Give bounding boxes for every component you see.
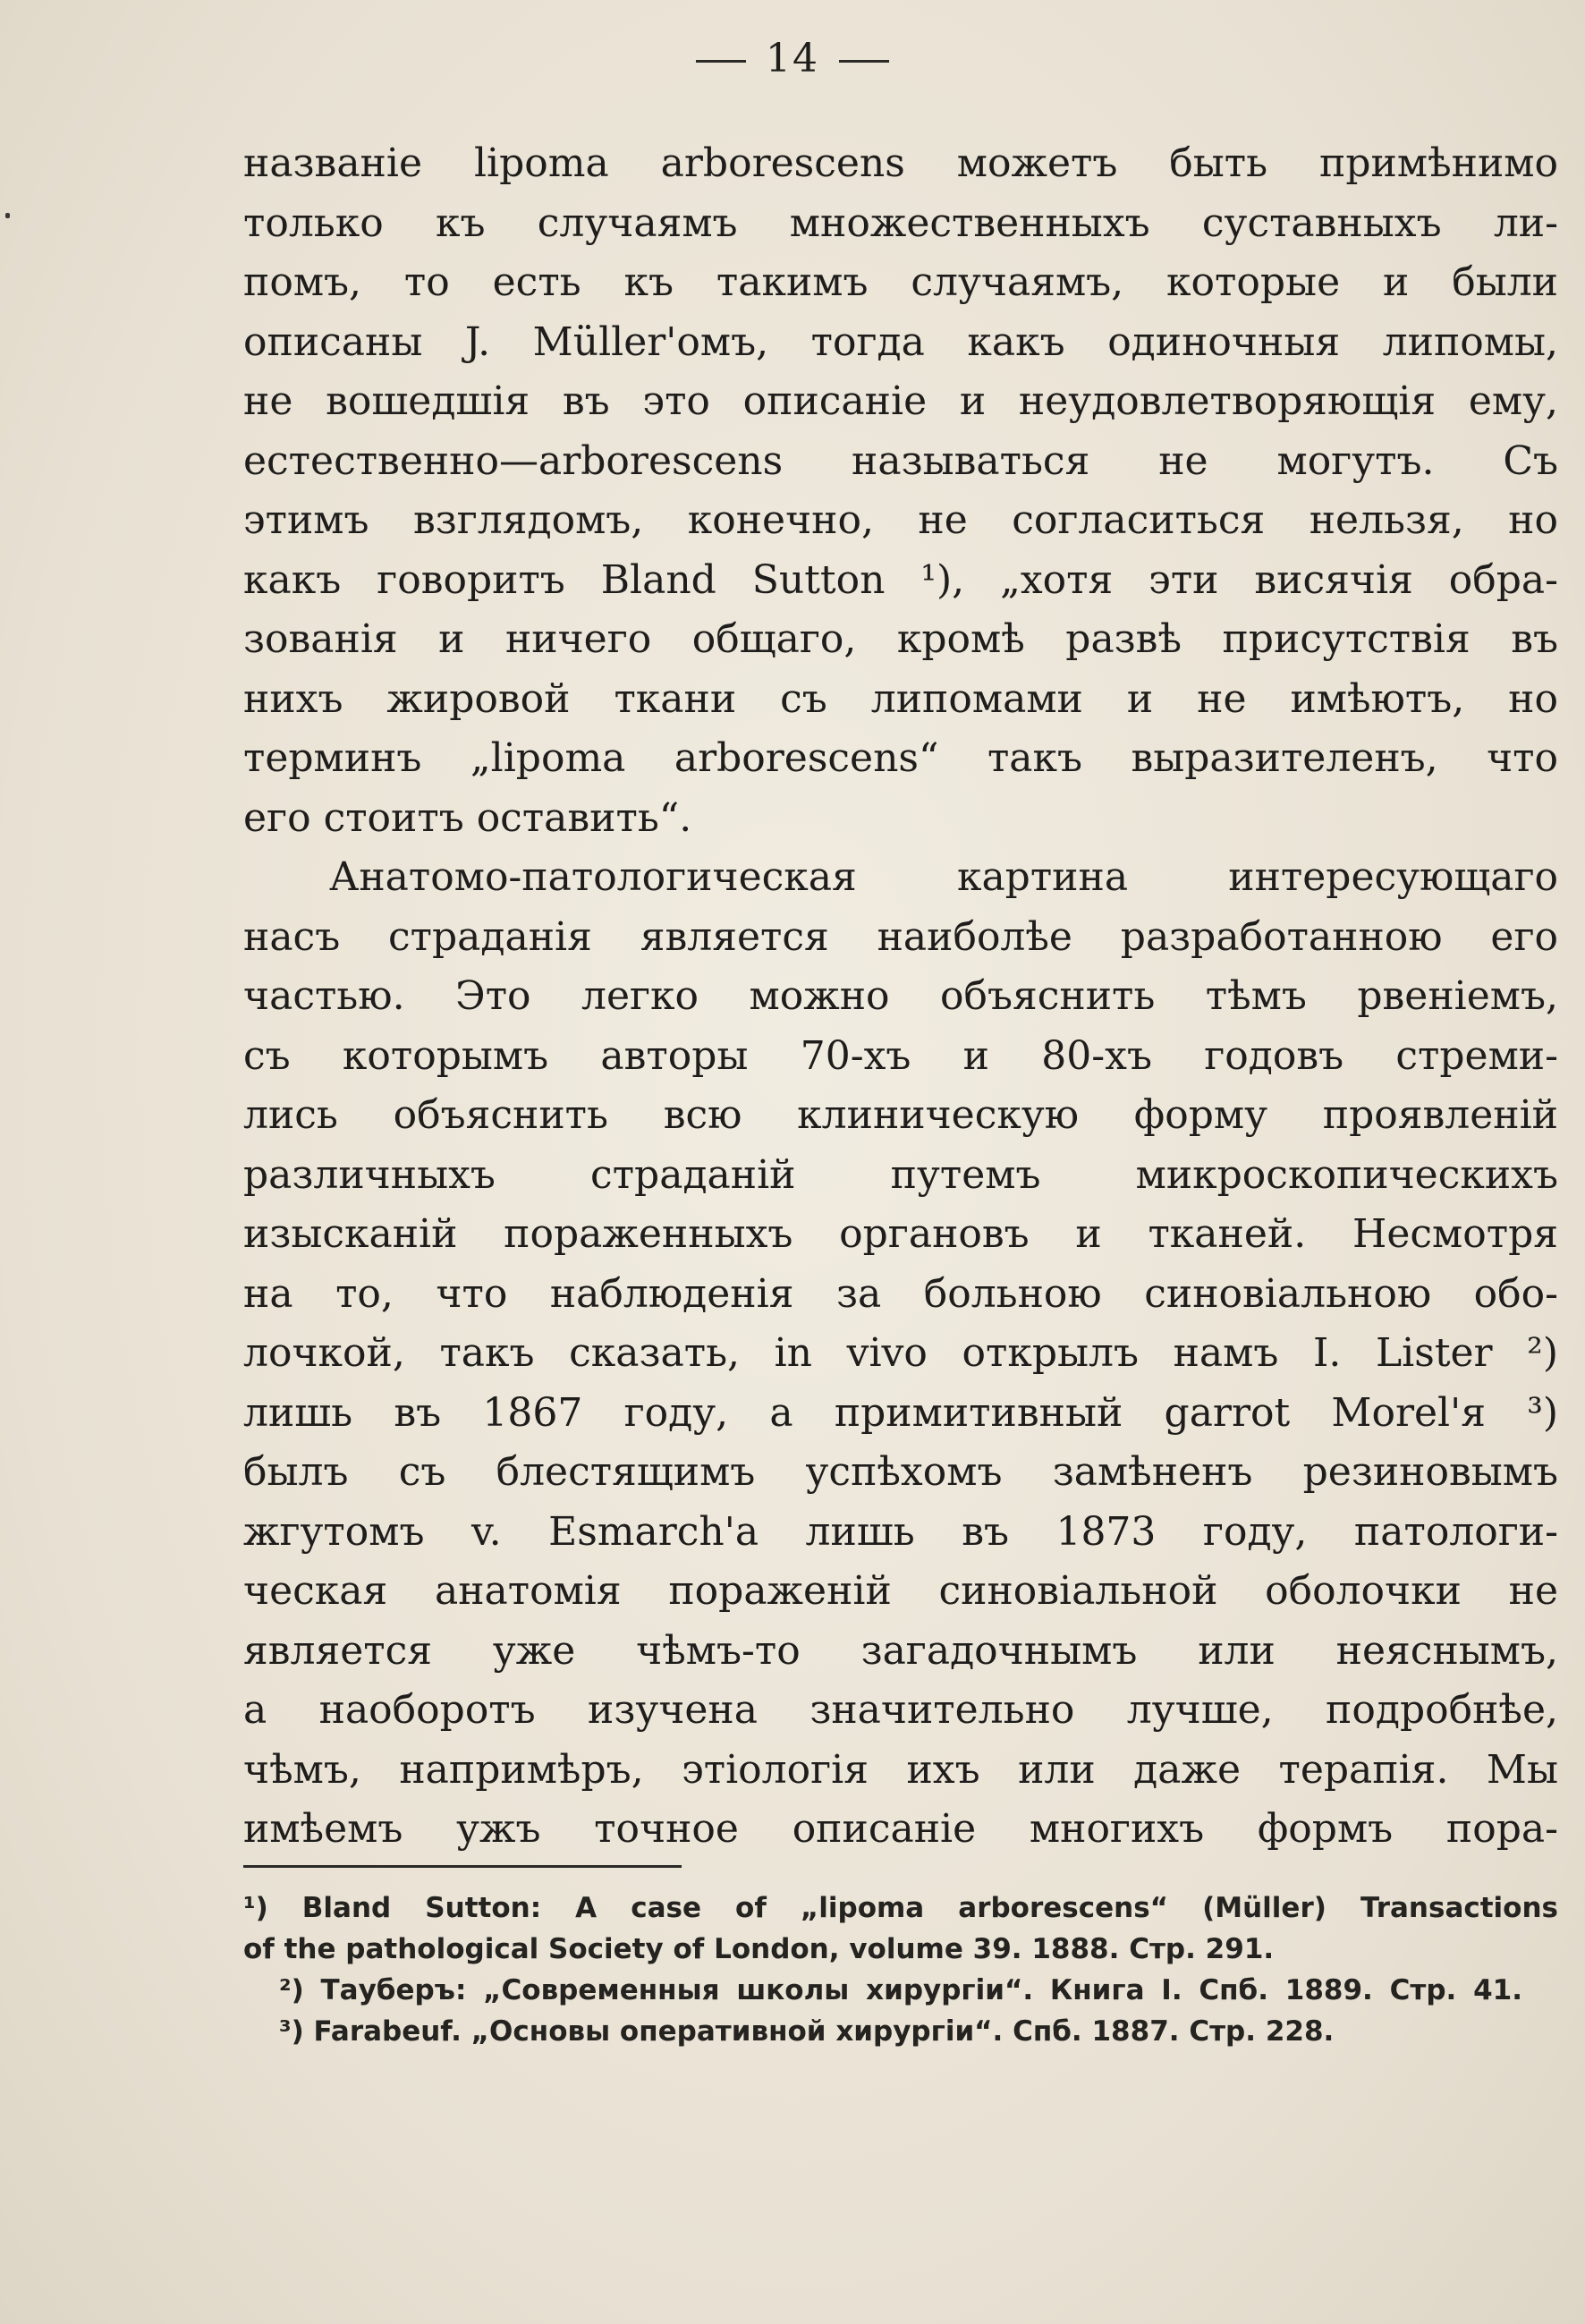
page-number <box>0 36 1585 81</box>
text-line: частью. Это легко можно объяснить тѣмъ рвеніемъ, <box>243 973 1558 1019</box>
text-line: нихъ жировой ткани съ липомами и не имѣютъ, но <box>243 675 1558 722</box>
text-line: описаны J. Müller'омъ, тогда какъ одиночныя липомы, <box>243 318 1558 365</box>
footnote-line: of the pathological Society of London, volume 39. 1888. Стр. 291. <box>243 1933 1275 1965</box>
text-line: на то, что наблюденія за больною синовіальною обо- <box>243 1270 1558 1317</box>
text-line: а наоборотъ изучена значительно лучше, подробнѣе, <box>243 1687 1558 1733</box>
text-line: терминъ „lipoma arborescens“ такъ выразителенъ, что <box>243 735 1558 781</box>
text-line-paragraph-start: Анатомо-патологическая картина интересующаго <box>329 854 1558 900</box>
text-line: ческая анатомія пораженій синовіальной оболочки не <box>243 1568 1558 1614</box>
text-line: какъ говоритъ Bland Sutton ¹), „хотя эти висячія обра- <box>243 556 1558 603</box>
text-line: лись объяснить всю клиническую форму проявленій <box>243 1092 1558 1138</box>
text-line: имѣемъ ужъ точное описаніе многихъ формъ пора- <box>243 1806 1558 1852</box>
text-line: былъ съ блестящимъ успѣхомъ замѣненъ резиновымъ <box>243 1449 1558 1495</box>
main-text <box>243 134 1558 1860</box>
text-line: лишь въ 1867 году, а примитивный garrot Morel'я ³) <box>243 1389 1558 1436</box>
text-line: чѣмъ, напримѣръ, этіологія ихъ или даже терапія. Мы <box>243 1746 1558 1793</box>
text-line: только къ случаямъ множественныхъ суставныхъ ли- <box>243 199 1558 246</box>
text-line: лочкой, такъ сказать, in vivo открылъ намъ I. Lister ²) <box>243 1330 1558 1376</box>
footnotes <box>243 1887 1558 2052</box>
footnote-line: ²) Тауберъ: „Современныя школы хирургіи“. Книга I. Спб. 1889. Стр. 41. <box>279 1974 1522 2006</box>
footnote-separator <box>243 1865 682 1868</box>
text-line: зованія и ничего общаго, кромѣ развѣ присутствія въ <box>243 616 1558 662</box>
text-line: его стоитъ оставить“. <box>243 794 692 841</box>
page-number-dash-left <box>696 60 746 63</box>
text-line: изысканій пораженныхъ органовъ и тканей. Несмотря <box>243 1211 1558 1257</box>
text-line: помъ, то есть къ такимъ случаямъ, которые и были <box>243 259 1558 305</box>
page-number-value: 14 <box>766 36 819 81</box>
text-line: естественно—arborescens называться не могутъ. Съ <box>243 437 1558 484</box>
text-line: является уже чѣмъ-то загадочнымъ или неяснымъ, <box>243 1627 1558 1674</box>
text-line: различныхъ страданій путемъ микроскопическихъ <box>243 1151 1558 1198</box>
ink-speck <box>5 213 10 218</box>
text-line: этимъ взглядомъ, конечно, не согласиться нельзя, но <box>243 497 1558 543</box>
text-line: жгутомъ v. Esmarch'a лишь въ 1873 году, патологи- <box>243 1508 1558 1555</box>
text-line: названіе lipoma arborescens можетъ быть примѣнимо <box>243 140 1558 186</box>
text-line: насъ страданія является наиболѣе разработанною его <box>243 913 1558 960</box>
page-number-dash-right <box>839 60 889 63</box>
footnote-line: ¹) Bland Sutton: A case of „lipoma arborescens“ (Müller) Transactions <box>243 1892 1558 1924</box>
text-line: не вошедшія въ это описаніе и неудовлетворяющія ему, <box>243 378 1558 424</box>
footnote-line: ³) Farabeuf. „Основы оперативной хирургіи“. Спб. 1887. Стр. 228. <box>279 2015 1335 2048</box>
text-line: съ которымъ авторы 70-хъ и 80-хъ годовъ стреми- <box>243 1032 1558 1079</box>
